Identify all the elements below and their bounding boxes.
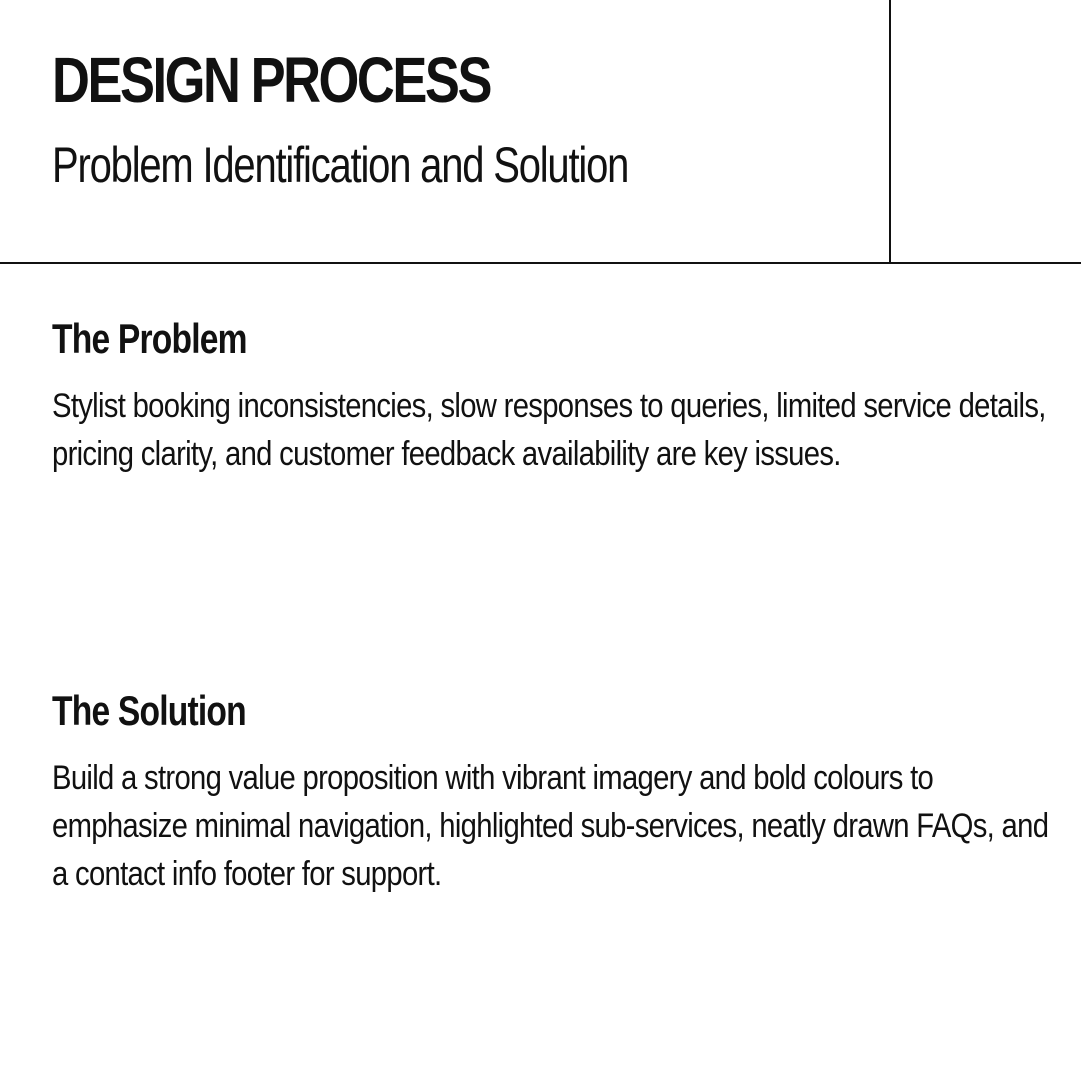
problem-body: Stylist booking inconsistencies, slow responses to queries, limited service details, pricing clarity, and customer feedback availability are key issues.: [52, 387, 1046, 473]
solution-body: Build a strong value proposition with vibrant imagery and bold colours to emphasize minimal navigation, highlighted sub-services, neatly drawn FAQs, and a contact info footer for support.: [52, 759, 1049, 893]
solution-section: [52, 684, 1052, 898]
problem-heading: The Problem: [52, 315, 247, 362]
page-header: [0, 0, 1081, 264]
problem-section: [52, 312, 1052, 478]
header-vertical-divider: [889, 0, 891, 264]
solution-heading: The Solution: [52, 687, 246, 734]
page-subtitle: Problem Identification and Solution: [52, 137, 629, 193]
page-title: DESIGN PROCESS: [52, 44, 490, 116]
